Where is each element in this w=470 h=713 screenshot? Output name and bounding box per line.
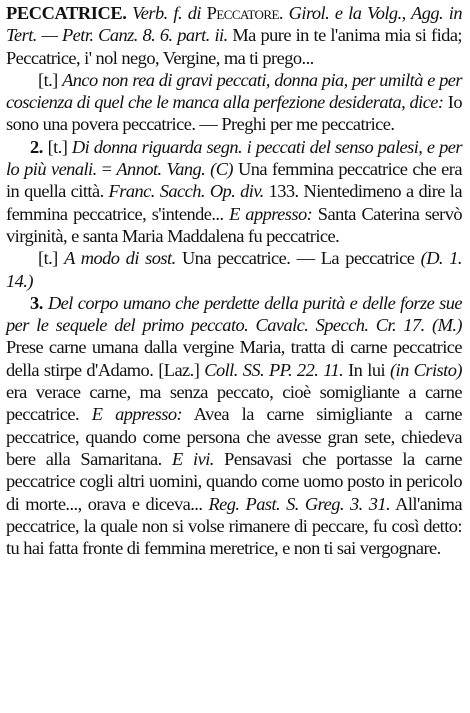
quotation: Avea la carne simigliante a carne peccatrice, quando come persona che avesse gran sete, chiedeva bere alla Samaritana. <box>6 404 462 469</box>
source-citation: Annot. Vang. <box>116 159 206 180</box>
quotation: In lui <box>348 359 386 380</box>
quotation: Prese carne umana dalla vergine Maria, tratta di carne peccatrice della stirpe d'Adamo. <box>6 337 462 380</box>
example: Io sono una povera peccatrice. — Preghi per me peccatrice. <box>6 92 462 135</box>
quotation: Una femmina peccatrice che era in quella città. <box>6 159 462 202</box>
source-citation: Franc. Sacch. Op. div. <box>108 181 264 202</box>
source-citation: Coll. SS. PP. 22. 11. <box>204 359 344 380</box>
quotation: Pensavasi che portasse la carne peccatrice cogli altri uomini, quando come uomo posto in pericolo di morte..., orava e diceva... <box>6 448 462 514</box>
t-mark: [t.] <box>38 248 58 269</box>
ivi-marker: E ivi. <box>172 448 214 469</box>
t-mark: [t.] <box>38 69 58 90</box>
gloss: (in Cristo) <box>389 359 462 380</box>
sense-number: 2. <box>30 136 43 157</box>
subsense-t1 <box>6 69 462 136</box>
sense-2 <box>6 136 462 247</box>
headword: PECCATRICE. <box>6 3 127 23</box>
quotation: era verace carne, ma senza peccato, cioè somigliante a carne peccatrice. <box>6 382 462 425</box>
quotation: Santa Caterina servò virginità, e santa Maria Maddalena fu peccatrice. <box>6 203 462 246</box>
source-citation: Reg. Past. S. Greg. 3. 31. <box>208 493 391 514</box>
source-citation: (D. 1. 14.) <box>6 248 462 291</box>
citation-mark: (C) <box>210 159 234 180</box>
source-citation: Girol. e la Volg., Agg. in Tert. — Petr. Canz. 8. 6. part. ii. <box>6 3 462 46</box>
entry-intro <box>6 2 462 69</box>
example: Una peccatrice. — La peccatrice <box>181 248 415 269</box>
source-page: 133. <box>268 181 299 202</box>
definition: Del corpo umano che perdette della purità e delle forze sue per le sequele del primo peccato. <box>6 292 462 336</box>
definition: Di donna riguarda segn. i peccati del senso palesi, e per lo più venali. <box>6 136 462 180</box>
appresso-marker: E appresso: <box>91 404 183 425</box>
source-citation: Cavalc. Specch. Cr. 17. (M.) <box>255 315 462 336</box>
equals-sign: = <box>101 159 112 180</box>
laz-mark: [Laz.] <box>158 359 200 380</box>
quotation: Ma pure in te l'anima mia si fida; Peccatrice, i' nol nego, Vergine, ma ti prego... <box>6 25 462 68</box>
appresso-marker: E appresso: <box>229 203 313 224</box>
dictionary-entry <box>6 2 462 559</box>
definition: A modo di sost. <box>64 248 176 269</box>
quotation: Nientedimeno a dire la femmina peccatrice, s'intende... <box>6 181 462 224</box>
grammar-note: Verb. f. di <box>132 3 201 23</box>
subsense-t2 <box>6 247 462 292</box>
quotation: All'anima peccatrice, la quale non si volse rimanere di peccare, fu così detto: tu hai fatta fronte di femmina meretrice, e non ti sai vergognare. <box>6 493 462 559</box>
definition: Anco non rea di gravi peccati, donna pia, per umiltà e per coscienza di quel che le manca alla perfezione desiderata, dice: <box>6 69 462 113</box>
cross-reference: Peccatore. <box>206 3 283 23</box>
sense-number: 3. <box>30 292 43 313</box>
t-mark: [t.] <box>47 136 68 157</box>
sense-3 <box>6 292 462 560</box>
